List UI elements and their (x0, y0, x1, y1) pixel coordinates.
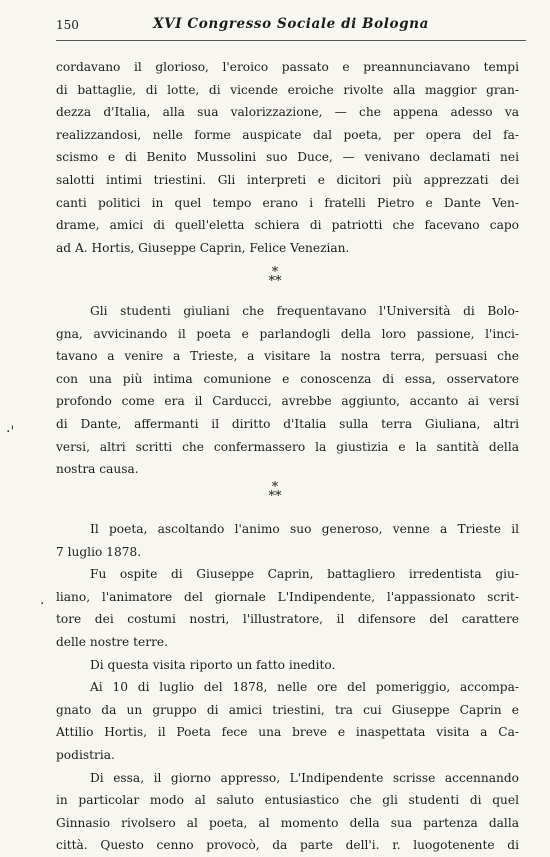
text-line: di Dante, affermanti il diritto d'Italia sulla terra Giuliana, altri (56, 416, 519, 431)
asterism-left: * (268, 274, 275, 289)
text-line: Ginnasio rivolsero al poeta, al momento della sua partenza dalla (56, 815, 519, 830)
text-line: Fu ospite di Giuseppe Caprin, battagliero irredentista giu- (90, 567, 519, 582)
text-line: Il poeta, ascoltando l'animo suo generoso, venne a Trieste il (90, 522, 519, 536)
asterism-top: * (271, 265, 279, 280)
text-line: ad A. Hortis, Giuseppe Caprin, Felice Venezian. (56, 240, 350, 255)
text-line: con una più intima comunione e conoscenza di essa, osservatore (56, 371, 519, 386)
text-line: Ai 10 di luglio del 1878, nelle ore del pomeriggio, accompa- (90, 680, 519, 695)
asterism-bottom (0, 489, 550, 504)
text-line: città. Questo cenno provocò, da parte dell'i. r. luogotenente di (56, 838, 519, 853)
section-asterism (0, 480, 550, 504)
asterism-top: * (271, 480, 279, 495)
text-line: drame, amici di quell'eletta schiera di patriotti che facevano capo (56, 218, 519, 233)
text-line: liano, l'animatore del giornale L'Indipendente, l'appassionato scrit- (56, 589, 519, 604)
text-line: realizzandosi, nelle forme auspicate dal poeta, per opera del fa- (56, 127, 519, 142)
text-line: di battaglie, di lotte, di vicende eroiche rivolte alla maggior gran- (56, 82, 519, 97)
paragraph-visit (56, 518, 519, 857)
text-line: nostra causa. (56, 462, 139, 477)
text-line: in particolar modo al saluto entusiastico che gli studenti di quel (56, 793, 519, 808)
text-line: Attilio Hortis, il Poeta fece una breve e inaspettata visita a Ca- (56, 725, 519, 740)
text-line: delle nostre terre. (56, 634, 168, 649)
text-line: Gli studenti giuliani che frequentavano l'Università di Bolo- (90, 304, 519, 318)
page-number: 150 (56, 18, 79, 32)
section-asterism (0, 265, 550, 289)
text-line: salotti intimi triestini. Gli interpreti e dicitori più apprezzati dei (56, 172, 519, 187)
paragraph-continuation (56, 56, 519, 259)
running-head: XVI Congresso Sociale di Bologna (153, 16, 429, 32)
asterism-left: * (268, 489, 275, 504)
text-line: dezza d'Italia, alla sua valorizzazione, — che appena adesso va (56, 105, 519, 120)
text-line: profondo come era il Carducci, avrebbe aggiunto, accanto ai versi (56, 394, 519, 409)
text-line: podistria. (56, 747, 115, 762)
margin-speck: ·' (6, 424, 15, 440)
text-line: cordavano il glorioso, l'eroico passato e preannunciavano tempi (56, 60, 519, 74)
text-line: versi, altri scritti che confermassero la giustizia e la santità della (56, 439, 519, 454)
header-rule (56, 40, 526, 41)
asterism-right: * (275, 489, 282, 504)
asterism-bottom (0, 274, 550, 289)
asterism-right: * (275, 274, 282, 289)
paragraph-students (56, 300, 519, 481)
text-line: 7 luglio 1878. (56, 544, 142, 559)
text-line: gna, avvicinando il poeta e parlandogli della loro passione, l'inci- (56, 326, 519, 341)
text-line: Di essa, il giorno appresso, L'Indipendente scrisse accennando (90, 770, 519, 785)
text-line: tavano a venire a Trieste, a visitare la nostra terra, persuasi che (56, 349, 519, 364)
margin-speck: · (40, 596, 45, 612)
text-line: scismo e di Benito Mussolini suo Duce, — venivano declamati nei (56, 150, 519, 165)
text-line: canti politici in quel tempo erano i fratelli Pietro e Dante Ven- (56, 195, 519, 210)
text-line: gnato da un gruppo di amici triestini, tra cui Giuseppe Caprin e (56, 702, 519, 717)
page-header (56, 12, 526, 38)
text-line: Di questa visita riporto un fatto inedito. (90, 657, 336, 672)
text-line: tore dei costumi nostri, l'illustratore, il difensore del carattere (56, 612, 519, 627)
